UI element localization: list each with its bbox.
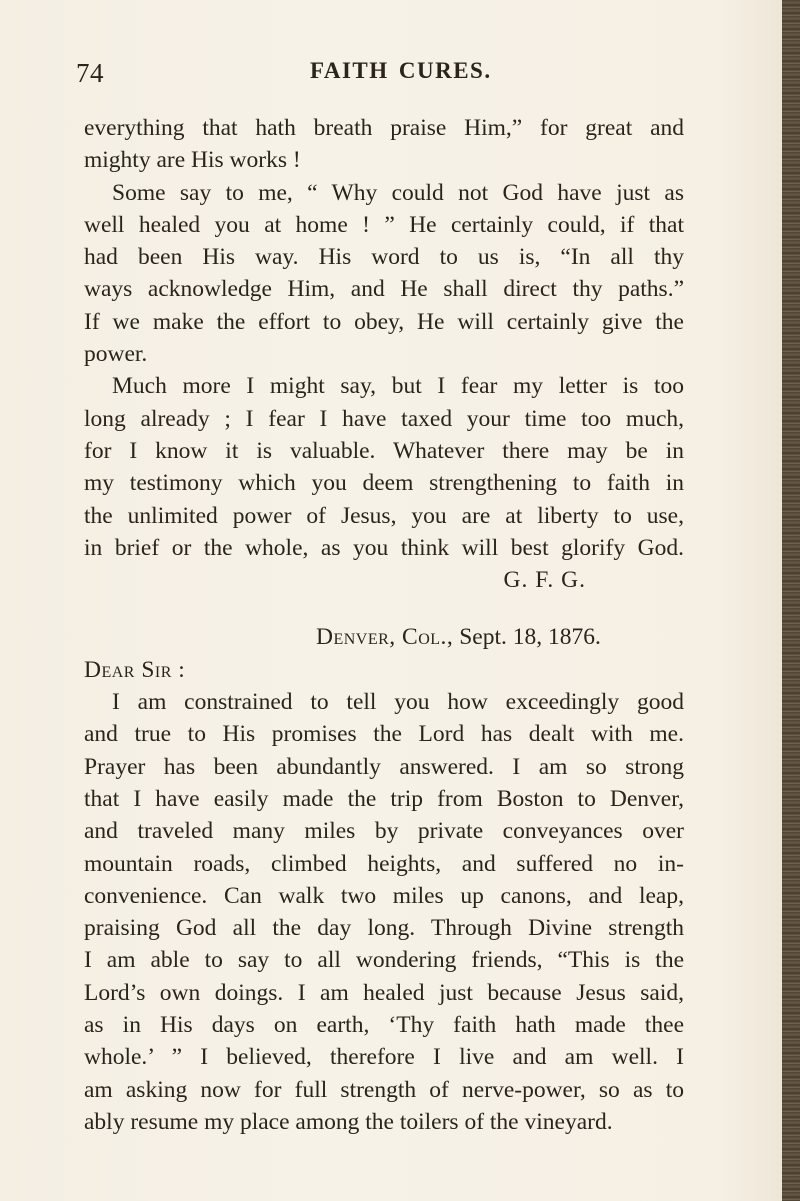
text-line: the unlimited power of Jesus, you are at liberty to use, bbox=[84, 502, 684, 529]
text-line: power. bbox=[84, 341, 148, 368]
running-title: FAITH CURES. bbox=[310, 58, 492, 83]
text-line: and true to His promises the Lord has dealt with me. bbox=[84, 721, 684, 748]
dateline-place: Denver, Col., bbox=[316, 624, 454, 651]
page-number: 74 bbox=[76, 58, 104, 88]
body-text bbox=[84, 112, 684, 1138]
text-line: If we make the effort to obey, He will certainly give the bbox=[84, 308, 684, 335]
text-line: I am constrained to tell you how exceedingly good bbox=[112, 689, 684, 716]
text-line: whole.’ ” I believed, therefore I live and am well. I bbox=[84, 1044, 684, 1071]
text-line: had been His way. His word to us is, “In all thy bbox=[84, 244, 684, 271]
text-line: that I have easily made the trip from Boston to Denver, bbox=[84, 785, 684, 812]
text-line: I am able to say to all wondering friends, “This is the bbox=[84, 947, 684, 974]
text-line: and traveled many miles by private conveyances over bbox=[84, 818, 684, 845]
book-spine-edge bbox=[782, 0, 800, 1201]
letter-salutation: Dear Sir : bbox=[84, 656, 186, 683]
text-line: Lord’s own doings. I am healed just because Jesus said, bbox=[84, 979, 684, 1006]
text-line: as in His days on earth, ‘Thy faith hath made thee bbox=[84, 1012, 684, 1039]
text-line: am asking now for full strength of nerve-power, so as to bbox=[84, 1076, 684, 1103]
letter-signature: G. F. G. bbox=[503, 567, 586, 594]
dateline-date: Sept. 18, 1876. bbox=[459, 624, 601, 651]
text-line: my testimony which you deem strengthening to faith in bbox=[84, 470, 684, 497]
text-line: long already ; I fear I have taxed your time too much, bbox=[84, 405, 684, 432]
text-line: ways acknowledge Him, and He shall direct thy paths.” bbox=[84, 276, 684, 303]
text-line: praising God all the day long. Through Divine strength bbox=[84, 915, 684, 942]
text-line: mighty are His works ! bbox=[84, 147, 301, 174]
text-line: mountain roads, climbed heights, and suffered no in- bbox=[84, 850, 684, 877]
text-line: everything that hath breath praise Him,” for great and bbox=[84, 115, 684, 141]
text-line: in brief or the whole, as you think will best glorify God. bbox=[84, 534, 684, 561]
text-line: convenience. Can walk two miles up canons, and leap, bbox=[84, 882, 684, 909]
text-line: for I know it is valuable. Whatever there may be in bbox=[84, 437, 684, 464]
text-line: ably resume my place among the toilers of the vineyard. bbox=[84, 1108, 613, 1135]
letter-dateline bbox=[84, 621, 684, 653]
text-line: Some say to me, “ Why could not God have just as bbox=[112, 179, 684, 206]
text-line: well healed you at home ! ” He certainly could, if that bbox=[84, 211, 684, 238]
text-line: Much more I might say, but I fear my letter is too bbox=[112, 373, 684, 400]
text-line: Prayer has been abundantly answered. I am so strong bbox=[84, 753, 684, 780]
